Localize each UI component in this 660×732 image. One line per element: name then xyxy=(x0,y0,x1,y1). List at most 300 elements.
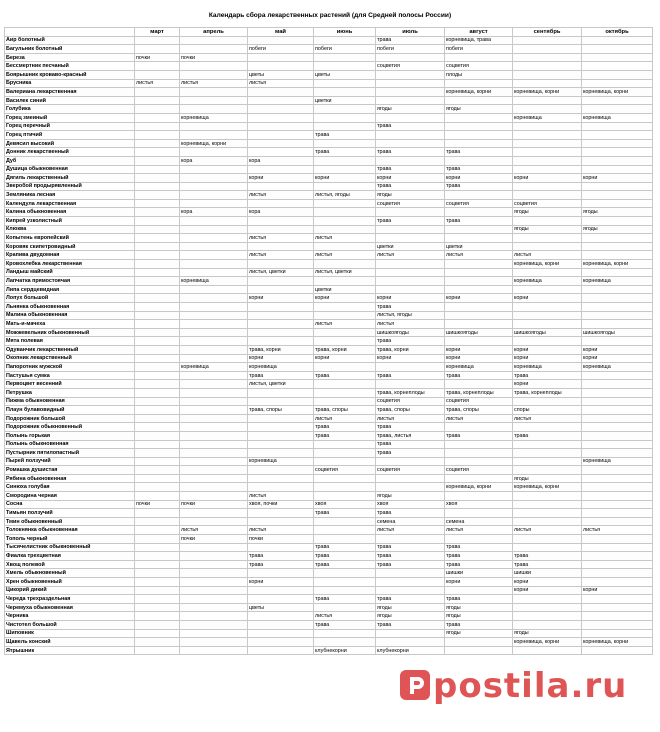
harvest-cell: листья xyxy=(248,79,314,88)
harvest-cell xyxy=(180,414,248,423)
harvest-cell xyxy=(135,182,180,191)
plant-name-cell: Полынь обыкновенная xyxy=(5,440,135,449)
harvest-cell xyxy=(248,646,314,655)
harvest-cell: корни xyxy=(513,294,582,303)
plant-name-cell: Подорожник обыкновенный xyxy=(5,423,135,432)
harvest-cell: корневища, корни xyxy=(513,483,582,492)
harvest-cell: трава xyxy=(445,543,513,552)
harvest-cell xyxy=(582,337,653,346)
plant-name-cell: Копытень европейский xyxy=(5,234,135,243)
harvest-cell: корни xyxy=(513,578,582,587)
harvest-cell xyxy=(248,388,314,397)
harvest-cell xyxy=(582,440,653,449)
plant-name-cell: Одуванчик лекарственный xyxy=(5,345,135,354)
harvest-cell: соцветия xyxy=(445,397,513,406)
plant-name-cell: Пустырник пятилопастный xyxy=(5,449,135,458)
harvest-cell xyxy=(135,517,180,526)
plant-name-cell: Окопник лекарственный xyxy=(5,354,135,363)
harvest-cell xyxy=(513,148,582,157)
harvest-cell: семена xyxy=(445,517,513,526)
harvest-cell xyxy=(445,191,513,200)
plant-name-cell: Дягиль лекарственный xyxy=(5,174,135,183)
harvest-cell xyxy=(582,406,653,415)
table-row xyxy=(5,131,653,140)
table-row xyxy=(5,79,653,88)
harvest-cell xyxy=(445,139,513,148)
harvest-cell xyxy=(376,208,445,217)
harvest-cell xyxy=(135,260,180,269)
harvest-cell xyxy=(180,543,248,552)
table-row xyxy=(5,371,653,380)
plant-name-cell: Душица обыкновенная xyxy=(5,165,135,174)
harvest-cell xyxy=(135,440,180,449)
harvest-cell xyxy=(135,242,180,251)
table-row xyxy=(5,45,653,54)
harvest-cell: ягоды xyxy=(376,612,445,621)
harvest-cell: трава xyxy=(314,371,376,380)
harvest-cell xyxy=(445,268,513,277)
harvest-cell xyxy=(582,371,653,380)
harvest-cell: ягоды xyxy=(376,603,445,612)
harvest-cell xyxy=(180,431,248,440)
harvest-cell xyxy=(248,36,314,45)
harvest-cell xyxy=(445,277,513,286)
plant-name-cell: Горец перечный xyxy=(5,122,135,131)
plant-name-cell: Толокнянка обыкновенная xyxy=(5,526,135,535)
header-row xyxy=(5,28,653,37)
harvest-cell xyxy=(135,492,180,501)
harvest-cell xyxy=(180,88,248,97)
harvest-cell xyxy=(135,208,180,217)
harvest-cell xyxy=(513,500,582,509)
table-row xyxy=(5,311,653,320)
plant-name-cell: Валериана лекарственная xyxy=(5,88,135,97)
plant-name-cell: Петрушка xyxy=(5,388,135,397)
harvest-cell xyxy=(445,337,513,346)
harvest-cell xyxy=(582,595,653,604)
harvest-cell xyxy=(135,414,180,423)
harvest-cell xyxy=(135,139,180,148)
harvest-cell: хвоя, почки xyxy=(248,500,314,509)
harvest-cell: корни xyxy=(248,578,314,587)
harvest-cell xyxy=(180,70,248,79)
table-row xyxy=(5,199,653,208)
harvest-cell xyxy=(582,191,653,200)
harvest-cell: споры xyxy=(513,406,582,415)
plant-name-cell: Горец птичий xyxy=(5,131,135,140)
table-row xyxy=(5,242,653,251)
harvest-cell xyxy=(180,182,248,191)
month-header: октябрь xyxy=(582,28,653,37)
harvest-cell xyxy=(248,285,314,294)
harvest-cell xyxy=(314,182,376,191)
harvest-cell xyxy=(445,156,513,165)
month-header: июль xyxy=(376,28,445,37)
harvest-cell xyxy=(135,165,180,174)
harvest-cell: ягоды xyxy=(376,492,445,501)
harvest-cell: шишкоягоды xyxy=(582,328,653,337)
harvest-cell: листья xyxy=(248,526,314,535)
harvest-cell: кора xyxy=(180,208,248,217)
harvest-cell: шишкоягоды xyxy=(445,328,513,337)
harvest-cell: соцветия xyxy=(445,62,513,71)
table-row xyxy=(5,234,653,243)
harvest-cell: ягоды xyxy=(513,225,582,234)
harvest-cell: трава xyxy=(513,560,582,569)
harvest-cell: листья xyxy=(445,526,513,535)
harvest-cell xyxy=(180,371,248,380)
harvest-cell: трава, споры xyxy=(376,406,445,415)
harvest-cell xyxy=(445,423,513,432)
harvest-cell: клубнекорни xyxy=(314,646,376,655)
harvest-cell xyxy=(376,70,445,79)
harvest-cell xyxy=(314,139,376,148)
header-plant-column xyxy=(5,28,135,37)
harvest-cell xyxy=(445,53,513,62)
harvest-cell xyxy=(180,131,248,140)
plant-name-cell: Тимьян ползучий xyxy=(5,509,135,518)
harvest-cell xyxy=(513,457,582,466)
harvest-cell: цветы xyxy=(314,70,376,79)
harvest-cell xyxy=(513,217,582,226)
harvest-cell xyxy=(135,535,180,544)
harvest-cell: трава xyxy=(314,423,376,432)
plant-name-cell: Календула лекарственная xyxy=(5,199,135,208)
harvest-cell: трава xyxy=(314,595,376,604)
harvest-cell xyxy=(248,483,314,492)
harvest-cell xyxy=(248,423,314,432)
harvest-cell xyxy=(135,328,180,337)
harvest-cell xyxy=(180,345,248,354)
harvest-cell xyxy=(135,474,180,483)
table-row xyxy=(5,53,653,62)
harvest-cell xyxy=(180,122,248,131)
plant-name-cell: Пастушья сумка xyxy=(5,371,135,380)
harvest-cell xyxy=(513,303,582,312)
month-header: август xyxy=(445,28,513,37)
harvest-cell: корни xyxy=(376,354,445,363)
plant-name-cell: Бессмертник песчаный xyxy=(5,62,135,71)
harvest-cell xyxy=(135,225,180,234)
harvest-cell: листья xyxy=(445,414,513,423)
table-row xyxy=(5,449,653,458)
harvest-cell: трава xyxy=(314,148,376,157)
plant-name-cell: Липа сердцевидная xyxy=(5,285,135,294)
table-row xyxy=(5,457,653,466)
harvest-cell: листья xyxy=(513,414,582,423)
plant-name-cell: Голубика xyxy=(5,105,135,114)
plant-name-cell: Чистотел большой xyxy=(5,620,135,629)
harvest-cell xyxy=(180,268,248,277)
table-row xyxy=(5,208,653,217)
harvest-cell: трава xyxy=(376,303,445,312)
harvest-cell xyxy=(135,371,180,380)
harvest-cell xyxy=(582,612,653,621)
table-row xyxy=(5,535,653,544)
harvest-cell: трава xyxy=(376,36,445,45)
harvest-cell xyxy=(135,70,180,79)
harvest-cell xyxy=(314,311,376,320)
harvest-cell: почки xyxy=(180,535,248,544)
harvest-cell: корневища xyxy=(248,457,314,466)
harvest-cell xyxy=(582,431,653,440)
harvest-cell: почки xyxy=(135,53,180,62)
harvest-cell xyxy=(248,53,314,62)
table-row xyxy=(5,509,653,518)
harvest-cell xyxy=(582,122,653,131)
harvest-cell: корни xyxy=(445,578,513,587)
watermark xyxy=(399,666,627,706)
table-row xyxy=(5,483,653,492)
harvest-cell xyxy=(376,113,445,122)
harvest-cell xyxy=(513,603,582,612)
harvest-cell xyxy=(582,251,653,260)
harvest-cell xyxy=(135,251,180,260)
harvest-cell xyxy=(582,156,653,165)
plant-name-cell: Боярышник кроваво-красный xyxy=(5,70,135,79)
harvest-cell xyxy=(135,560,180,569)
harvest-cell: трава xyxy=(513,431,582,440)
harvest-cell: трава xyxy=(314,620,376,629)
harvest-cell: трава xyxy=(314,552,376,561)
harvest-cell xyxy=(582,105,653,114)
plant-name-cell: Хрен обыкновенный xyxy=(5,578,135,587)
harvest-cell xyxy=(376,96,445,105)
harvest-cell: трава, корни xyxy=(314,345,376,354)
harvest-cell xyxy=(513,595,582,604)
harvest-cell xyxy=(135,277,180,286)
harvest-cell xyxy=(180,251,248,260)
harvest-cell xyxy=(180,191,248,200)
harvest-cell xyxy=(314,225,376,234)
harvest-cell xyxy=(314,105,376,114)
plant-name-cell: Багульник болотный xyxy=(5,45,135,54)
harvest-cell xyxy=(376,569,445,578)
harvest-cell xyxy=(513,517,582,526)
harvest-cell xyxy=(445,79,513,88)
herb-calendar-table xyxy=(4,27,653,655)
plant-name-cell: Смородина черная xyxy=(5,492,135,501)
harvest-cell xyxy=(445,303,513,312)
harvest-cell xyxy=(376,53,445,62)
harvest-cell xyxy=(314,62,376,71)
harvest-cell xyxy=(314,337,376,346)
harvest-cell: корни xyxy=(376,174,445,183)
harvest-cell xyxy=(248,217,314,226)
plant-name-cell: Кипрей узколистный xyxy=(5,217,135,226)
harvest-cell xyxy=(248,509,314,518)
plant-name-cell: Рябина обыкновенная xyxy=(5,474,135,483)
plant-name-cell: Лопух большой xyxy=(5,294,135,303)
harvest-cell: побеги xyxy=(248,45,314,54)
harvest-cell: ягоды xyxy=(376,191,445,200)
harvest-cell: шишки xyxy=(513,569,582,578)
harvest-cell xyxy=(314,380,376,389)
harvest-cell xyxy=(180,303,248,312)
harvest-cell xyxy=(582,53,653,62)
harvest-cell: трава xyxy=(376,122,445,131)
harvest-cell xyxy=(135,483,180,492)
harvest-cell xyxy=(135,646,180,655)
plant-name-cell: Сосна xyxy=(5,500,135,509)
harvest-cell xyxy=(582,311,653,320)
harvest-cell xyxy=(248,569,314,578)
harvest-cell xyxy=(513,36,582,45)
table-row xyxy=(5,225,653,234)
harvest-cell xyxy=(135,526,180,535)
harvest-cell: листья xyxy=(513,526,582,535)
table-row xyxy=(5,337,653,346)
harvest-cell: листья xyxy=(314,414,376,423)
harvest-cell: листья, цветки xyxy=(248,268,314,277)
harvest-cell xyxy=(180,517,248,526)
table-row xyxy=(5,543,653,552)
harvest-cell xyxy=(445,457,513,466)
harvest-cell: корни xyxy=(513,345,582,354)
harvest-cell xyxy=(376,277,445,286)
harvest-cell xyxy=(376,88,445,97)
harvest-cell xyxy=(445,122,513,131)
harvest-cell xyxy=(248,612,314,621)
harvest-cell: корневища, корни xyxy=(582,638,653,647)
table-row xyxy=(5,552,653,561)
harvest-cell xyxy=(582,603,653,612)
harvest-cell xyxy=(513,449,582,458)
harvest-cell: листья xyxy=(445,251,513,260)
harvest-cell xyxy=(248,620,314,629)
harvest-cell xyxy=(180,646,248,655)
harvest-cell xyxy=(314,277,376,286)
table-row xyxy=(5,105,653,114)
harvest-cell xyxy=(135,629,180,638)
harvest-cell: корни xyxy=(314,294,376,303)
harvest-cell xyxy=(248,397,314,406)
harvest-cell xyxy=(180,105,248,114)
harvest-cell: почки xyxy=(180,53,248,62)
harvest-cell xyxy=(248,199,314,208)
plant-name-cell: Малина обыкновенная xyxy=(5,311,135,320)
table-row xyxy=(5,406,653,415)
table-row xyxy=(5,191,653,200)
plant-name-cell: Василек синий xyxy=(5,96,135,105)
harvest-cell xyxy=(445,509,513,518)
harvest-cell xyxy=(180,96,248,105)
harvest-cell xyxy=(135,603,180,612)
harvest-cell xyxy=(314,397,376,406)
plant-name-cell: Папоротник мужской xyxy=(5,363,135,372)
harvest-cell xyxy=(376,285,445,294)
harvest-cell xyxy=(582,217,653,226)
harvest-cell xyxy=(248,320,314,329)
harvest-cell xyxy=(582,79,653,88)
harvest-cell: корневища xyxy=(582,277,653,286)
table-row xyxy=(5,217,653,226)
month-header: апрель xyxy=(180,28,248,37)
plant-name-cell: Подорожник большой xyxy=(5,414,135,423)
harvest-cell xyxy=(135,354,180,363)
harvest-cell xyxy=(180,174,248,183)
plant-name-cell: Мята полевая xyxy=(5,337,135,346)
harvest-cell xyxy=(314,260,376,269)
harvest-cell xyxy=(248,131,314,140)
harvest-cell: трава xyxy=(376,337,445,346)
plant-name-cell: Череда трехраздельная xyxy=(5,595,135,604)
harvest-cell: ягоды xyxy=(513,474,582,483)
table-row xyxy=(5,62,653,71)
harvest-cell xyxy=(582,414,653,423)
harvest-cell xyxy=(248,105,314,114)
harvest-cell: цветки xyxy=(376,242,445,251)
harvest-cell xyxy=(135,388,180,397)
harvest-cell xyxy=(582,397,653,406)
harvest-cell: трава xyxy=(376,165,445,174)
harvest-cell: корни xyxy=(582,174,653,183)
harvest-cell: корневища xyxy=(513,277,582,286)
month-header: март xyxy=(135,28,180,37)
table-row xyxy=(5,380,653,389)
harvest-cell: листья xyxy=(248,234,314,243)
table-row xyxy=(5,148,653,157)
table-row xyxy=(5,646,653,655)
harvest-cell xyxy=(445,535,513,544)
harvest-cell: ягоды xyxy=(445,105,513,114)
harvest-cell xyxy=(582,303,653,312)
harvest-cell: трава, споры xyxy=(445,406,513,415)
harvest-cell xyxy=(248,96,314,105)
harvest-cell xyxy=(180,603,248,612)
harvest-cell xyxy=(248,165,314,174)
harvest-cell xyxy=(180,423,248,432)
harvest-cell xyxy=(248,638,314,647)
harvest-cell xyxy=(376,260,445,269)
harvest-cell: корни xyxy=(582,345,653,354)
harvest-cell xyxy=(513,535,582,544)
table-row xyxy=(5,595,653,604)
harvest-cell xyxy=(180,406,248,415)
harvest-cell: листья xyxy=(314,251,376,260)
harvest-cell xyxy=(582,483,653,492)
harvest-cell xyxy=(314,217,376,226)
harvest-cell: корни xyxy=(513,586,582,595)
harvest-cell: листья, цветки xyxy=(314,268,376,277)
harvest-cell: трава xyxy=(376,440,445,449)
harvest-cell: клубнекорни xyxy=(376,646,445,655)
plant-name-cell: Зверобой продырявленный xyxy=(5,182,135,191)
harvest-cell xyxy=(376,131,445,140)
harvest-cell: кора xyxy=(248,208,314,217)
harvest-cell xyxy=(135,105,180,114)
harvest-cell xyxy=(180,483,248,492)
harvest-cell: листья xyxy=(180,79,248,88)
plant-name-cell: Брусника xyxy=(5,79,135,88)
harvest-cell xyxy=(248,414,314,423)
plant-name-cell: Черника xyxy=(5,612,135,621)
harvest-cell xyxy=(445,285,513,294)
plant-name-cell: Тополь черный xyxy=(5,535,135,544)
month-header: май xyxy=(248,28,314,37)
harvest-cell: трава xyxy=(445,552,513,561)
harvest-cell xyxy=(513,96,582,105)
harvest-cell xyxy=(445,234,513,243)
harvest-cell: трава xyxy=(248,552,314,561)
harvest-cell: цветки xyxy=(314,285,376,294)
harvest-cell xyxy=(135,148,180,157)
harvest-cell xyxy=(513,646,582,655)
harvest-cell xyxy=(314,629,376,638)
harvest-cell xyxy=(180,294,248,303)
harvest-cell xyxy=(582,578,653,587)
harvest-cell xyxy=(513,122,582,131)
